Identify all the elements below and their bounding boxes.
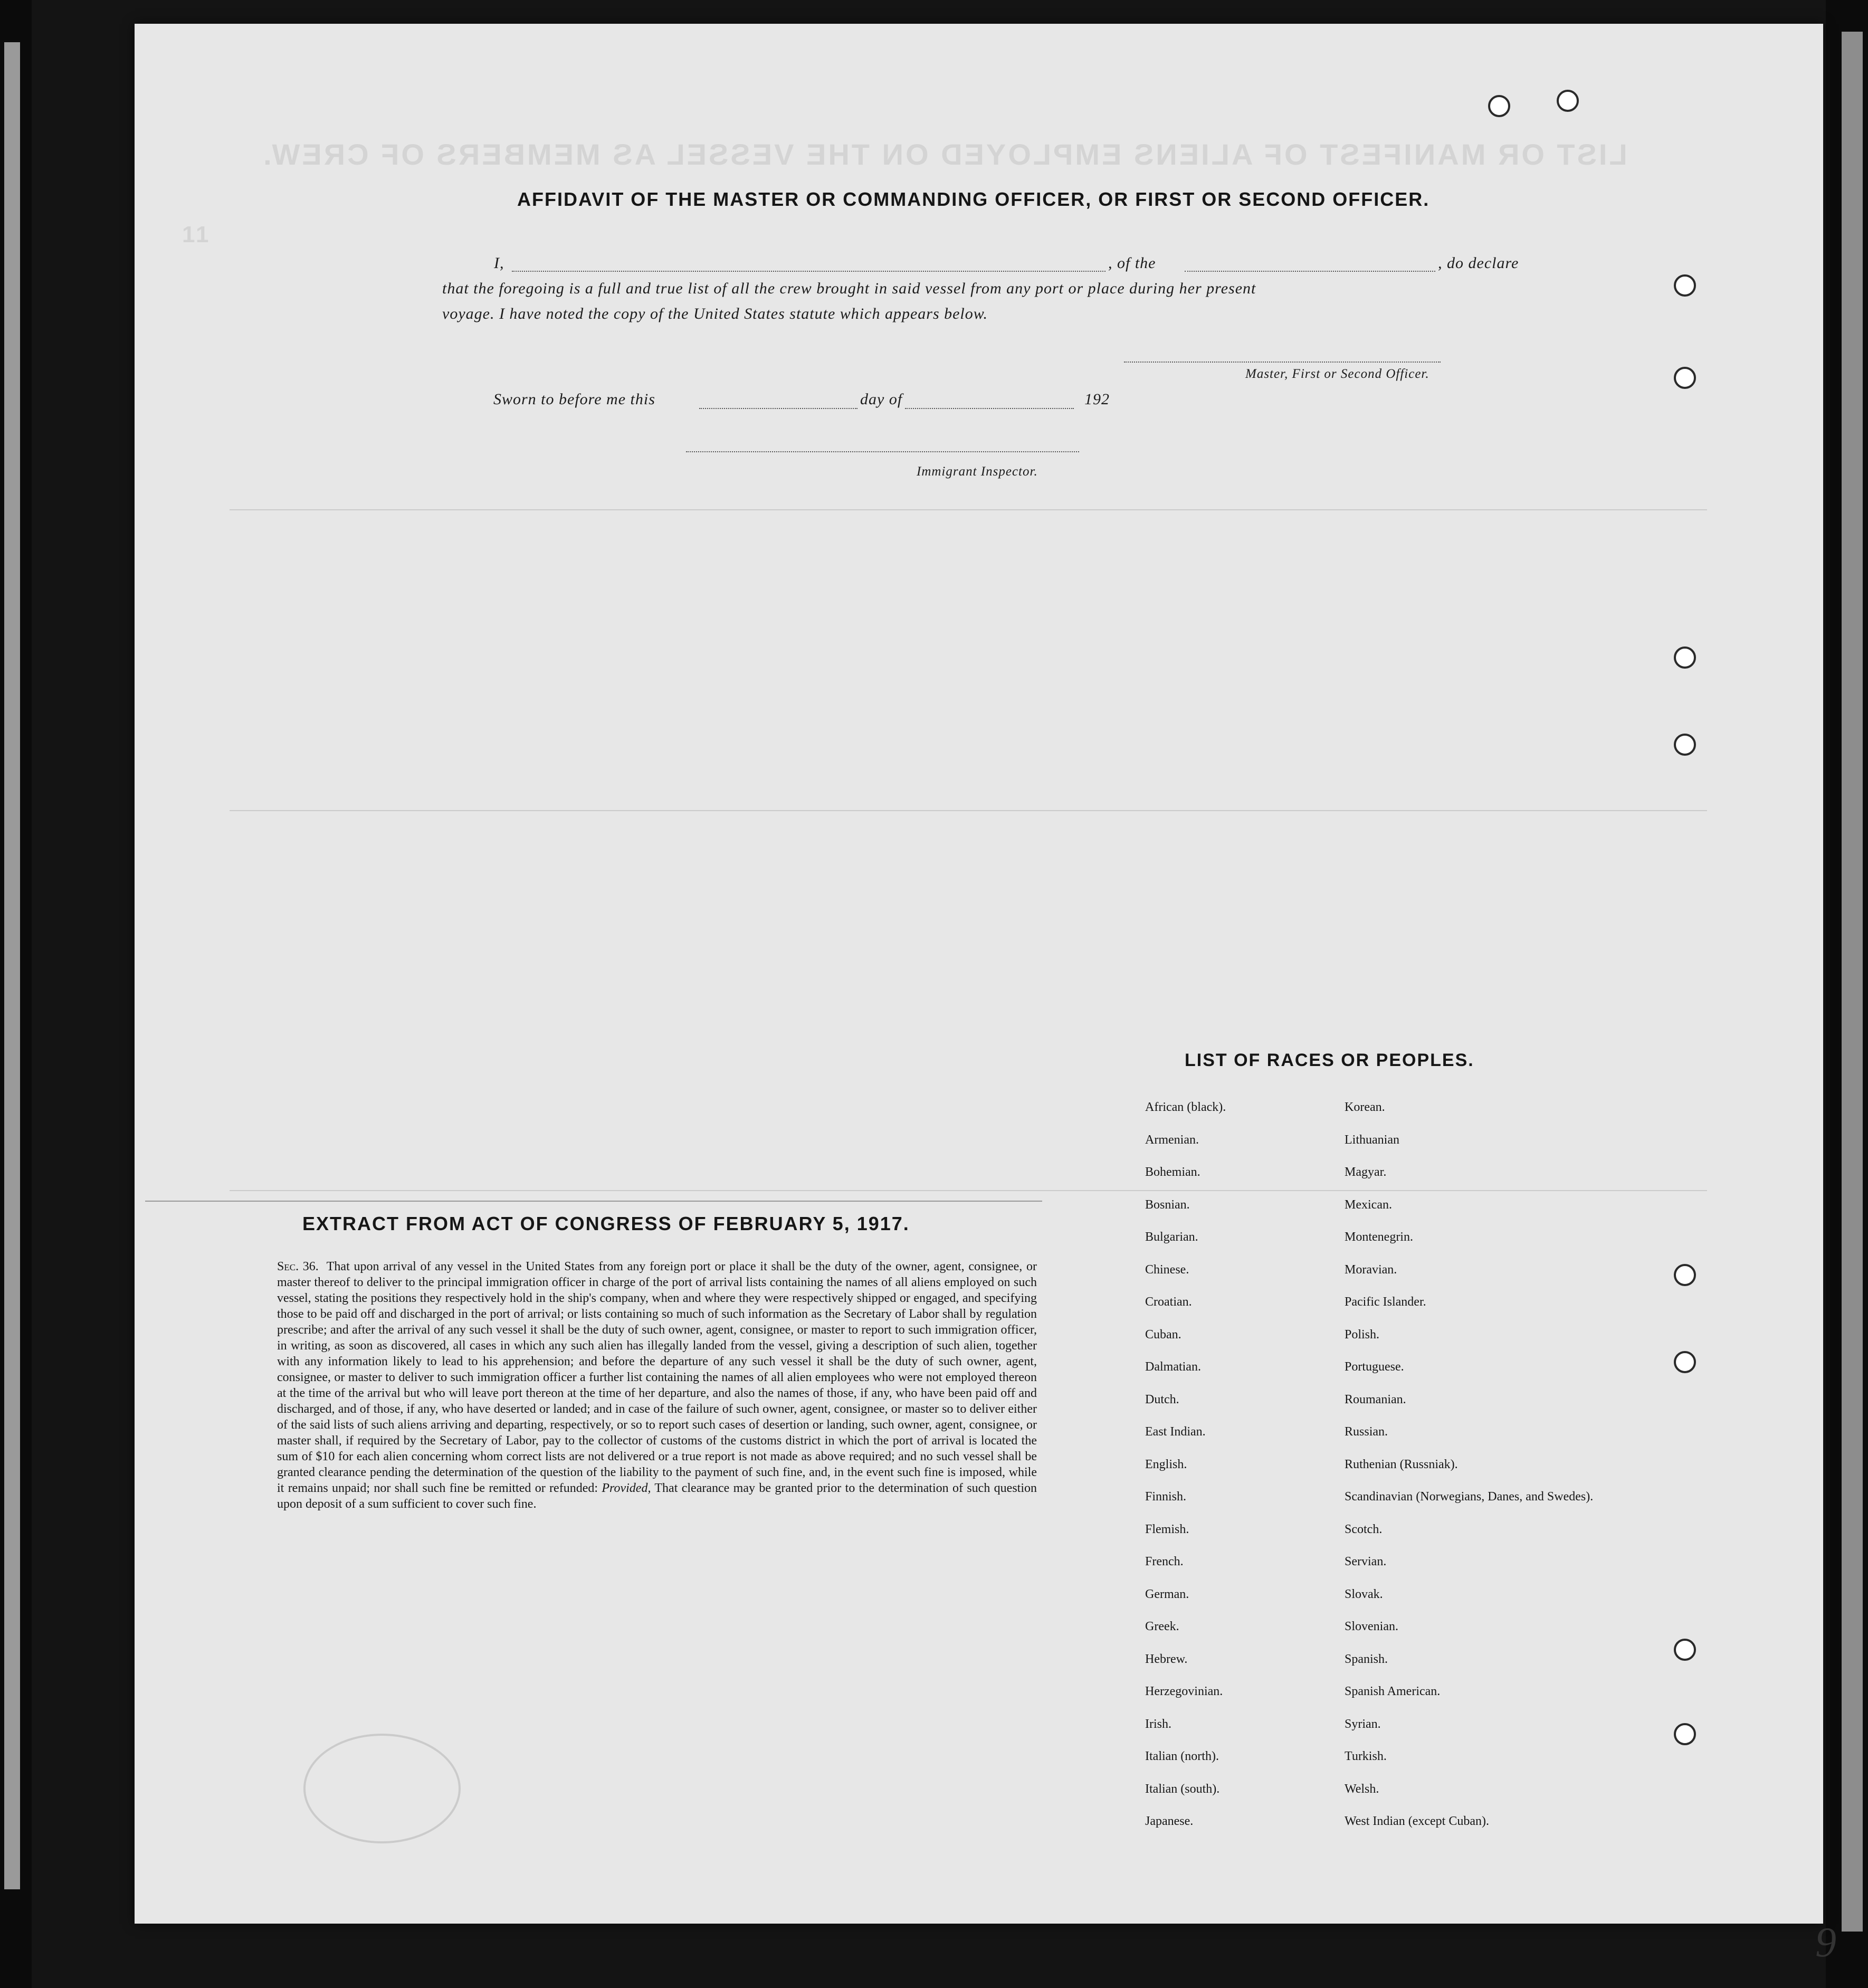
race-item: Mexican. (1345, 1197, 1392, 1212)
race-item: West Indian (except Cuban). (1345, 1814, 1489, 1828)
race-item: Magyar. (1345, 1165, 1387, 1179)
race-item: East Indian. (1145, 1425, 1206, 1439)
signature-line (1124, 362, 1441, 363)
bleed-through-rule (230, 810, 1707, 811)
race-item: Pacific Islander. (1345, 1295, 1426, 1309)
race-item: English. (1145, 1457, 1187, 1471)
race-item: Cuban. (1145, 1327, 1181, 1342)
race-item: Russian. (1345, 1425, 1388, 1439)
extract-body-text: That upon arrival of any vessel in the United States from any foreign port or place it shall be the duty of the owner, agent, consignee, or master thereof to deliver to the principal immigration officer in charge of the port of arrival lists containing the names of all aliens employed on such vessel, stating the positions they respectively hold in the ship's company, when and where they were respectively shipped or engaged, and specifying those to be paid off and discharged in the port of arrival; or lists containing so much of such information as the Secretary of Labor shall by regulation prescribe; and after the arrival of any such vessel it shall be the duty of such owner, agent, consignee, or master to report to such immigration officer, in writing, as soon as discovered, all cases in which any such alien has illegally landed from the vessel, giving a description of such alien, together with any information likely to lead to his apprehension; and before the departure of any such vessel it shall be the duty of such owner, agent, consignee, or master to deliver to such immigration officer a further list containing the names of all alien employees who were not employed thereon at the time of the arrival but who will leave port thereon at the time of her departure, and also the names of those, if any, who have been paid off and discharged, and of those, if any, who have deserted or landed; and in case of the failure of such owner, agent, consignee, or master so to deliver either of the said lists of such aliens arriving and departing, respectively, or so to report such cases of desertion or landing, such owner, agent, consignee, or master shall, if required by the Secretary of Labor, pay to the collector of customs of the customs district in which the port of arrival is located the sum of $10 for each alien concerning whom correct lists are not delivered or a true report is not made as above required; and no such vessel shall be granted clearance pending the determination of the question of the liability to the payment of such fine, and, in the event such fine is imposed, while it remains unpaid; nor shall such fine be remitted or refunded: (277, 1260, 1037, 1495)
punch-hole (1674, 367, 1696, 389)
race-item: Dalmatian. (1145, 1360, 1201, 1374)
race-item: Moravian. (1345, 1262, 1397, 1277)
race-item: Montenegrin. (1345, 1230, 1413, 1244)
sworn-day-field (699, 408, 857, 409)
race-item: Irish. (1145, 1717, 1171, 1731)
punch-hole (1674, 1639, 1696, 1661)
punch-hole (1557, 90, 1579, 112)
race-item: Finnish. (1145, 1490, 1187, 1504)
bleed-through-header: LIST OR MANIFEST OF ALIENS EMPLOYED ON THE VESSEL AS MEMBERS OF CREW. (261, 138, 1627, 171)
race-item: Hebrew. (1145, 1652, 1188, 1666)
extract-proviso-text: That clearance may be granted prior to the determination of such question upon deposit of a sum sufficient to cover such fine. (277, 1481, 1037, 1511)
punch-hole (1674, 1723, 1696, 1745)
extract-divider (145, 1201, 1042, 1202)
race-item: Japanese. (1145, 1814, 1194, 1828)
race-item: French. (1145, 1555, 1184, 1568)
race-item: Welsh. (1345, 1782, 1379, 1796)
race-item: Chinese. (1145, 1262, 1189, 1277)
race-item: Ruthenian (Russniak). (1345, 1457, 1458, 1471)
faded-stamp (303, 1734, 461, 1843)
race-item: Korean. (1345, 1100, 1385, 1114)
document-page (135, 24, 1823, 1924)
punch-hole (1488, 95, 1510, 117)
race-item: Syrian. (1345, 1717, 1381, 1731)
race-item: Lithuanian (1345, 1133, 1399, 1147)
races-left-column (1145, 1100, 1335, 1847)
punch-hole (1674, 1264, 1696, 1286)
race-item: African (black). (1145, 1100, 1226, 1114)
sworn-month-field (905, 408, 1074, 409)
extract-title: EXTRACT FROM ACT OF CONGRESS OF FEBRUARY 5, 1917. (302, 1213, 910, 1234)
extract-body-paragraph (277, 1259, 1037, 1512)
inspector-label: Immigrant Inspector. (917, 464, 1038, 479)
affidavit-line2: that the foregoing is a full and true list of all the crew brought in said vessel from any port or place during her present (442, 280, 1256, 297)
affidavit-title: AFFIDAVIT OF THE MASTER OR COMMANDING OFFICER, OR FIRST OR SECOND OFFICER. (517, 188, 1430, 210)
race-item: Bulgarian. (1145, 1230, 1198, 1244)
race-item: Italian (north). (1145, 1749, 1219, 1763)
race-item: Roumanian. (1345, 1392, 1406, 1406)
race-item: Dutch. (1145, 1392, 1179, 1406)
race-item: Polish. (1345, 1327, 1380, 1342)
film-strip-right (1826, 0, 1868, 1988)
signature-label: Master, First or Second Officer. (1245, 367, 1429, 381)
extract-proviso-label: Provided, (602, 1481, 651, 1495)
corner-mark: 9 (1815, 1919, 1836, 1966)
vessel-name-field (1185, 271, 1435, 272)
race-item: Bosnian. (1145, 1197, 1190, 1212)
race-item: Spanish American. (1345, 1685, 1441, 1698)
race-item: Slovak. (1345, 1587, 1383, 1601)
race-item: Turkish. (1345, 1749, 1387, 1763)
bleed-through-rule (230, 509, 1707, 510)
film-strip-left (0, 0, 32, 1988)
punch-hole (1674, 274, 1696, 297)
affidavit-line1-prefix: I, (494, 254, 504, 272)
extract-section-label: Sec. 36. (277, 1260, 319, 1273)
race-item: Portuguese. (1345, 1360, 1404, 1374)
race-item: Slovenian. (1345, 1620, 1398, 1633)
punch-hole (1674, 734, 1696, 756)
punch-hole (1674, 1351, 1696, 1373)
affidavit-line1-end: , do declare (1438, 254, 1519, 272)
race-item: Flemish. (1145, 1522, 1189, 1536)
race-item: Spanish. (1345, 1652, 1388, 1666)
race-item: Scotch. (1345, 1522, 1383, 1536)
inspector-signature-line (686, 451, 1079, 452)
race-item: Croatian. (1145, 1295, 1192, 1309)
race-item: Italian (south). (1145, 1782, 1220, 1796)
races-right-column (1345, 1100, 1594, 1847)
race-item: Armenian. (1145, 1133, 1199, 1147)
race-item: Bohemian. (1145, 1165, 1200, 1179)
sworn-prefix: Sworn to before me this (493, 391, 655, 408)
master-name-field (512, 271, 1105, 272)
sworn-day-label: day of (860, 391, 903, 408)
race-item: German. (1145, 1587, 1189, 1601)
sworn-year: 192 (1084, 391, 1110, 408)
affidavit-line1-mid: , of the (1108, 254, 1156, 272)
race-item: Herzegovinian. (1145, 1685, 1223, 1698)
affidavit-line3: voyage. I have noted the copy of the United States statute which appears below. (442, 305, 988, 322)
punch-hole (1674, 646, 1696, 669)
races-title: LIST OF RACES OR PEOPLES. (1185, 1050, 1474, 1070)
race-item: Servian. (1345, 1555, 1387, 1568)
race-item: Scandinavian (Norwegians, Danes, and Swedes). (1345, 1490, 1594, 1504)
bleed-through-page-number: 11 (182, 222, 211, 248)
race-item: Greek. (1145, 1620, 1179, 1633)
